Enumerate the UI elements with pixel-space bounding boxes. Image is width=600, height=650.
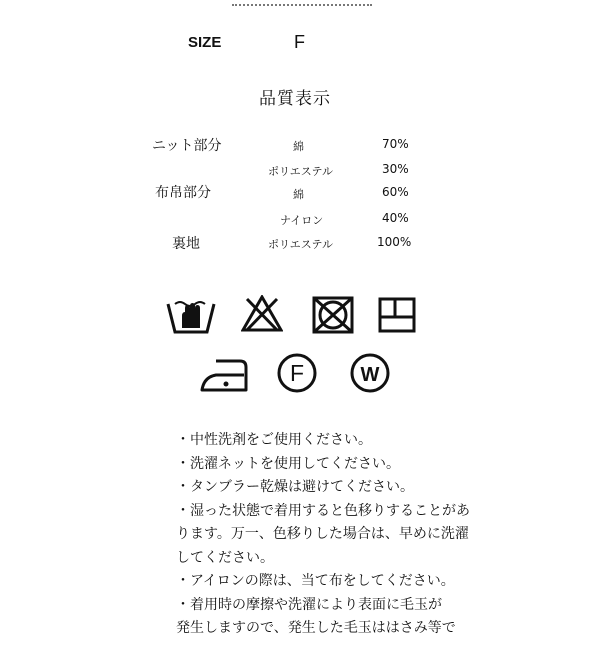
part-label: ニット部分 — [152, 138, 222, 154]
note-line: ・タンブラー乾燥は避けてください。 — [176, 479, 414, 495]
wet-clean-w-icon — [348, 352, 392, 394]
no-tumble-dry-icon — [311, 295, 355, 335]
size-label: SIZE — [188, 34, 222, 51]
no-bleach-icon — [241, 295, 283, 333]
wet-clean-letter: W — [360, 364, 380, 386]
material-percent: 100% — [377, 235, 412, 249]
material-name: ナイロン — [280, 214, 324, 227]
note-line: ・中性洗剤をご使用ください。 — [176, 432, 372, 448]
quality-title: 品質表示 — [259, 89, 331, 109]
note-line: ・アイロンの際は、当て布をしてください。 — [176, 573, 455, 589]
material-name: 綿 — [293, 188, 304, 201]
material-percent: 70% — [382, 137, 409, 151]
size-value: F — [294, 32, 305, 52]
material-percent: 40% — [382, 211, 409, 225]
line-dry-shade-icon — [377, 296, 417, 334]
note-line: ・着用時の摩擦や洗濯により表面に毛玉が — [176, 596, 442, 613]
part-label: 布帛部分 — [155, 185, 211, 201]
material-name: 綿 — [293, 140, 304, 153]
dry-clean-letter: F — [289, 360, 305, 386]
note-line: ・湿った状態で着用すると色移りすることがあ — [176, 502, 470, 519]
cropped-top-text — [232, 0, 372, 6]
part-label: 裏地 — [172, 236, 200, 252]
iron-low-temp-icon — [200, 357, 250, 393]
material-name: ポリエステル — [268, 165, 334, 178]
material-percent: 60% — [382, 185, 409, 199]
material-percent: 30% — [382, 162, 409, 176]
hand-wash-icon — [166, 294, 216, 336]
material-name: ポリエステル — [268, 238, 334, 251]
note-line: ります。万一、色移りした場合は、早めに洗濯 — [176, 526, 469, 542]
note-line: ・洗濯ネットを使用してください。 — [176, 455, 400, 472]
note-line: 発生しますので、発生した毛玉ははさみ等で — [176, 620, 456, 636]
dry-clean-f-icon — [275, 352, 319, 394]
note-line: してください。 — [176, 549, 274, 566]
care-notes — [176, 429, 470, 641]
